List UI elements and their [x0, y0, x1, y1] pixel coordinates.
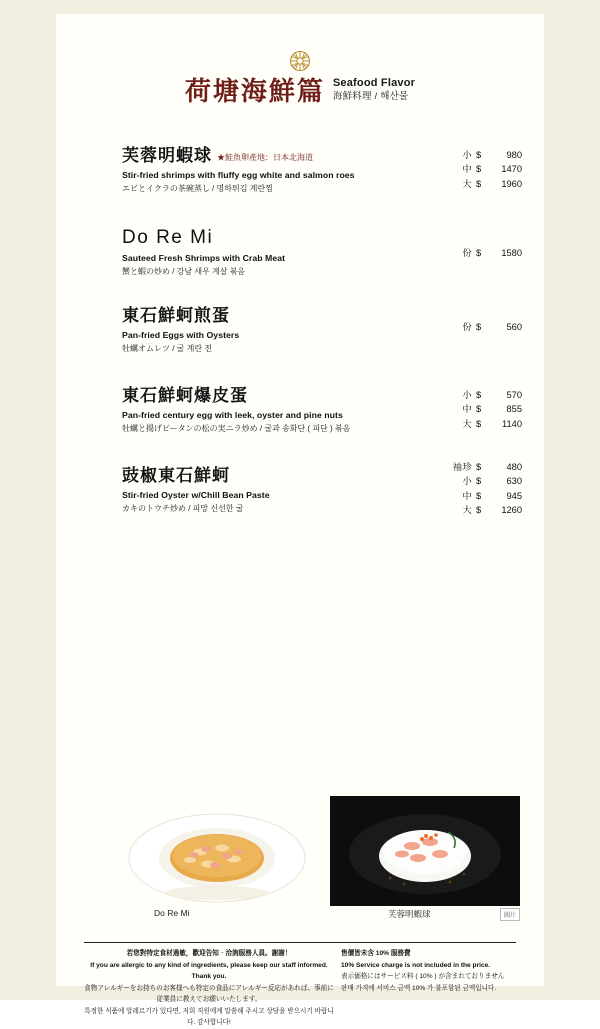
menu-item-desc-en: Stir-fried Oyster w/Chill Bean Paste: [122, 490, 270, 501]
footer-divider: [84, 942, 516, 943]
menu-item-desc-jk: 牡蠣オムレツ / 굴 계란 전: [122, 344, 213, 354]
price-currency: $: [476, 150, 482, 160]
price-currency: $: [476, 476, 482, 487]
dish-photo-gallery: [122, 796, 522, 926]
footer-notes: [84, 948, 516, 1029]
footer-line: 10% Service charge is not included in the price.: [341, 961, 491, 969]
price-value: 1470: [501, 164, 522, 175]
price-row: [446, 489, 522, 503]
menu-item-text: [122, 386, 422, 434]
price-row: [446, 503, 522, 517]
price-row: [446, 388, 522, 402]
menu-item-name-row: [122, 306, 422, 327]
menu-item: [122, 146, 522, 200]
menu-item-text: [122, 306, 422, 354]
price-currency: $: [476, 505, 482, 516]
photo-badge: 圖片: [500, 908, 520, 921]
price-value: 1580: [501, 248, 522, 258]
menu-item-prices: [446, 148, 522, 191]
price-currency: $: [476, 164, 482, 175]
menu-item-name-cn: 芙蓉明蝦球: [122, 146, 212, 166]
menu-item-text: [122, 466, 422, 514]
menu-item-name-row: [122, 386, 422, 407]
price-value: 480: [506, 462, 522, 472]
price-size: 袖珍: [452, 462, 472, 472]
menu-item: [122, 386, 522, 440]
menu-item-name-cn: 東石鮮蚵爆皮蛋: [122, 386, 248, 406]
menu-item-text: [122, 146, 422, 194]
footer-line: 若您對特定食材過敏，歡迎告知‧洽詢服務人員。謝謝！: [126, 950, 292, 957]
menu-item-note: ★鮭魚卵產地：日本北海道: [217, 153, 313, 162]
price-size: 中: [462, 490, 472, 501]
price-row: [446, 177, 522, 191]
menu-item: [122, 306, 522, 360]
menu-item-name-cn: 豉椒東石鮮蚵: [122, 466, 230, 486]
price-size: 大: [462, 178, 472, 189]
dish-photo-caption-right: 芙蓉明蝦球: [388, 909, 431, 919]
price-currency: $: [476, 322, 482, 332]
price-size: 份: [462, 322, 472, 332]
price-value: 560: [506, 322, 522, 332]
price-currency: $: [476, 404, 482, 415]
price-row: [446, 320, 522, 334]
price-row: [446, 148, 522, 162]
menu-item-prices: [446, 388, 522, 431]
menu-item-list: [122, 146, 522, 546]
menu-sheet: [56, 14, 544, 1027]
menu-item-desc-en: Pan-fried century egg with leek, oyster and pine nuts: [122, 410, 343, 421]
price-currency: $: [476, 390, 482, 400]
price-size: 份: [462, 248, 472, 258]
price-value: 570: [506, 390, 522, 400]
price-row: [446, 402, 522, 416]
menu-item-text: [122, 226, 422, 277]
menu-item-desc-jk: カキのトウチ炒め / 피망 신선한 굴: [122, 504, 244, 514]
price-value: 630: [506, 476, 522, 487]
price-size: 中: [462, 404, 472, 415]
price-size: 大: [462, 505, 472, 516]
menu-item-desc-jk: 牡蠣と揚げピータンの松の実ニラ炒め / 굴과 송화단 ( 피단 ) 볶음: [122, 424, 351, 434]
footer-service-charge-notice: [341, 948, 516, 1029]
price-currency: $: [476, 490, 482, 501]
menu-item: [122, 462, 522, 520]
price-size: 大: [462, 418, 472, 429]
section-title: [56, 76, 544, 107]
footer-line: 表示価格にはサービス料 ( 10% ) が含まれておりません: [341, 973, 505, 981]
footer-line: 특정한 식품에 알레르기가 있다면, 저희 직원에게 말씀해 주시고 상담을 받으시기 바랍니다. 감사합니다!: [84, 1007, 334, 1027]
menu-item-prices: [446, 460, 522, 518]
menu-item-prices: [446, 246, 522, 260]
footer-line: 售價皆未含 10% 服務費: [341, 950, 411, 957]
menu-item-desc-en: Stir-fried shrimps with fluffy egg white and salmon roes: [122, 170, 355, 181]
footer-allergy-notice: [84, 948, 334, 1029]
price-value: 1260: [501, 505, 522, 516]
menu-item: [122, 226, 522, 280]
menu-item-desc-jk: 蟹と蝦の炒め / 강남 새우 계살 볶음: [122, 266, 246, 276]
price-currency: $: [476, 462, 482, 472]
section-title-jk: 海鮮料理 / 해산물: [332, 90, 409, 102]
dish-photo-do-re-mi: [122, 796, 312, 906]
menu-item-name-row: [122, 146, 422, 167]
price-currency: $: [476, 418, 482, 429]
dish-photo-shrimp-ball: [330, 796, 520, 906]
price-currency: $: [476, 178, 482, 189]
price-size: 中: [462, 164, 472, 175]
section-title-cn: 荷塘海鮮篇: [184, 76, 325, 107]
price-value: 945: [506, 490, 522, 501]
section-title-en: Seafood Flavor: [332, 77, 416, 89]
price-size: 小: [462, 476, 472, 487]
menu-item-name-row: [122, 466, 422, 487]
menu-item-prices: [446, 320, 522, 334]
menu-item-name-latin: Do Re Mi: [122, 227, 214, 248]
menu-item-desc-jk: エビとイクラの茶碗蒸し / 명하튀김 계란찜: [122, 184, 273, 194]
price-value: 1140: [502, 418, 522, 429]
price-value: 855: [506, 404, 522, 415]
price-row: [446, 246, 522, 260]
dish-photo-caption-left: Do Re Mi: [154, 908, 190, 918]
menu-item-name-row: [122, 226, 422, 250]
menu-item-desc-en: Pan-fried Eggs with Oysters: [122, 330, 240, 341]
price-value: 980: [506, 150, 522, 160]
price-size: 小: [462, 150, 472, 160]
price-row: [446, 162, 522, 176]
price-size: 小: [462, 390, 472, 400]
sunburst-emblem-icon: [285, 46, 315, 76]
footer-line: 食物アレルギーをお持ちのお客様へも特定の食品にアレルギー反応があれば、事前に従業員に教えてお願いいたします。: [84, 984, 334, 1004]
price-row: [446, 474, 522, 488]
menu-item-name-cn: 東石鮮蚵煎蛋: [122, 306, 230, 326]
menu-item-desc-en: Sauteed Fresh Shrimps with Crab Meat: [122, 252, 286, 263]
price-currency: $: [476, 248, 482, 258]
price-value: 1960: [501, 178, 522, 189]
price-row: [446, 460, 522, 474]
footer-line: 판매 가격에 서비스 금액 10% 가 불포함된 금액입니다.: [341, 984, 497, 992]
price-row: [446, 417, 522, 431]
footer-line: If you are allergic to any kind of ingredients, please keep our staff informed. Thank you.: [90, 961, 328, 981]
section-title-side: [333, 76, 415, 107]
